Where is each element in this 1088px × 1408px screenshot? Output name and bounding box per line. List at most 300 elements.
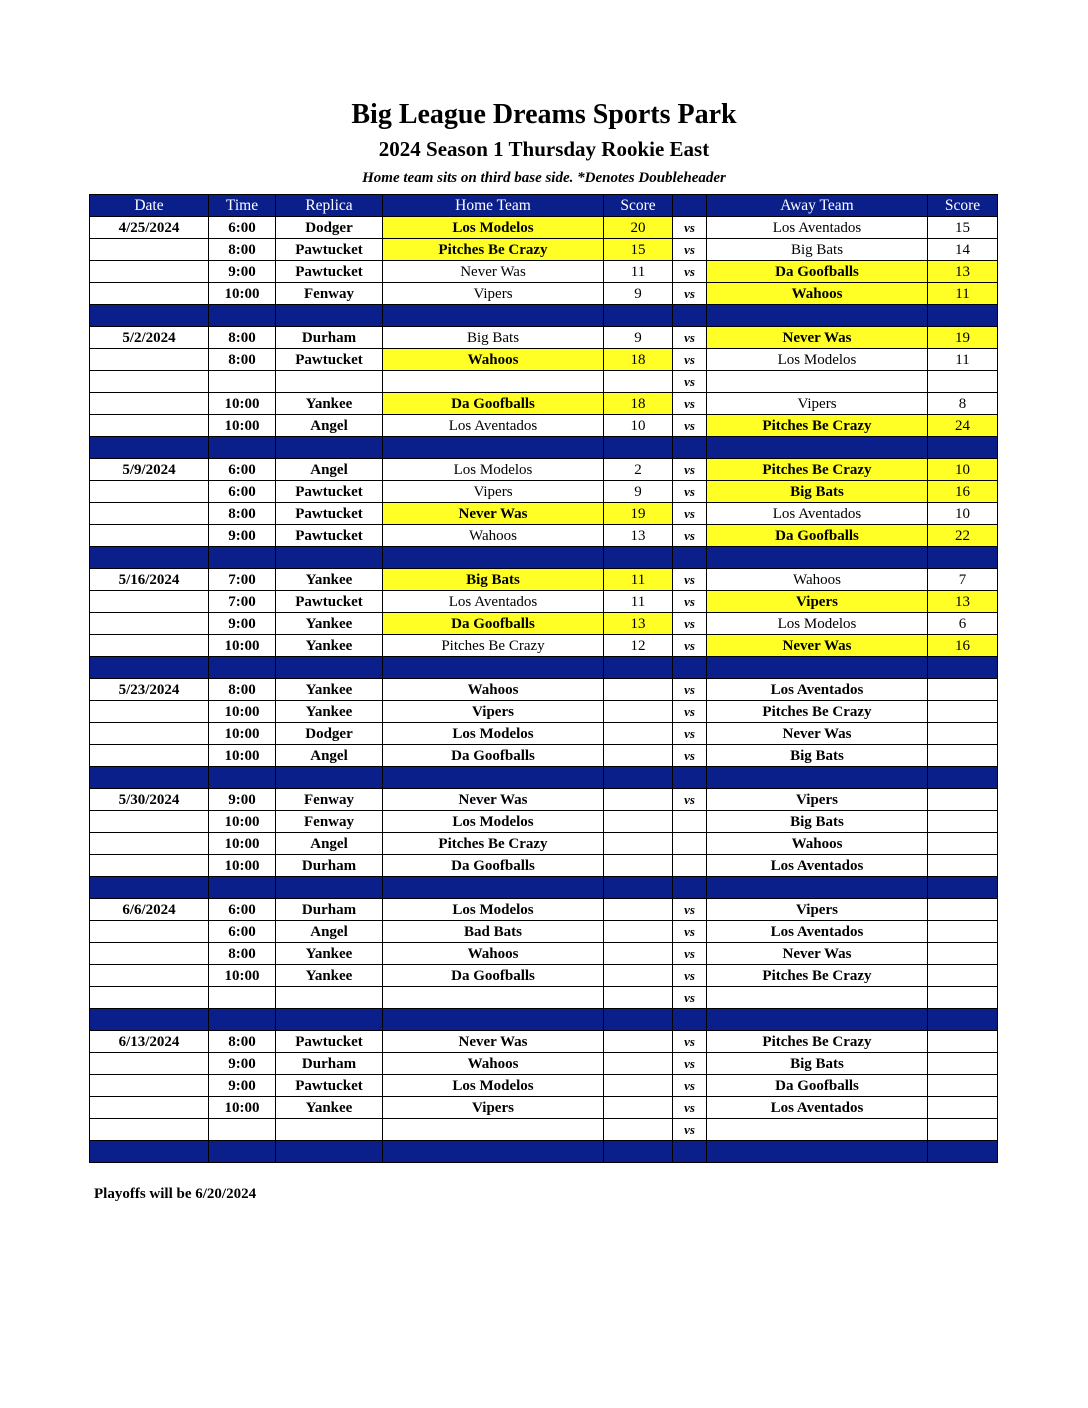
home-score-cell xyxy=(604,1075,673,1097)
time-cell: 10:00 xyxy=(209,965,276,987)
away-team-cell: Los Aventados xyxy=(707,503,928,525)
away-team-cell xyxy=(707,371,928,393)
table-row xyxy=(90,921,998,943)
time-cell: 10:00 xyxy=(209,701,276,723)
home-team-cell: Vipers xyxy=(383,1097,604,1119)
away-team-cell: Los Modelos xyxy=(707,613,928,635)
time-cell: 8:00 xyxy=(209,503,276,525)
table-row xyxy=(90,833,998,855)
date-cell xyxy=(90,1119,209,1141)
vs-cell: vs xyxy=(673,591,707,613)
away-team-cell: Da Goofballs xyxy=(707,261,928,283)
home-team-cell: Big Bats xyxy=(383,327,604,349)
date-cell xyxy=(90,1053,209,1075)
vs-cell: vs xyxy=(673,613,707,635)
time-cell: 8:00 xyxy=(209,679,276,701)
away-score-cell xyxy=(928,745,998,767)
table-row xyxy=(90,415,998,437)
away-team-cell: Wahoos xyxy=(707,283,928,305)
playoffs-note: Playoffs will be 6/20/2024 xyxy=(94,1186,257,1202)
date-cell xyxy=(90,481,209,503)
field-cell: Yankee xyxy=(276,701,383,723)
vs-cell: vs xyxy=(673,217,707,239)
date-cell xyxy=(90,965,209,987)
field-cell: Pawtucket xyxy=(276,525,383,547)
separator-cell xyxy=(276,1141,383,1163)
field-cell: Yankee xyxy=(276,393,383,415)
home-team-cell xyxy=(383,987,604,1009)
table-row xyxy=(90,1119,998,1141)
field-cell: Pawtucket xyxy=(276,1075,383,1097)
vs-cell: vs xyxy=(673,943,707,965)
time-cell: 9:00 xyxy=(209,613,276,635)
separator-cell xyxy=(928,1009,998,1031)
away-score-cell xyxy=(928,789,998,811)
separator-cell xyxy=(673,877,707,899)
separator-cell xyxy=(928,547,998,569)
field-cell: Fenway xyxy=(276,789,383,811)
week-separator xyxy=(90,657,998,679)
home-team-cell: Wahoos xyxy=(383,679,604,701)
schedule-table xyxy=(89,194,998,1163)
vs-cell: vs xyxy=(673,987,707,1009)
away-team-cell: Los Aventados xyxy=(707,1097,928,1119)
away-team-cell: Los Aventados xyxy=(707,217,928,239)
col-header-replica: Replica xyxy=(276,195,383,217)
vs-cell: vs xyxy=(673,1053,707,1075)
separator-cell xyxy=(90,767,209,789)
home-team-cell: Pitches Be Crazy xyxy=(383,635,604,657)
time-cell: 10:00 xyxy=(209,723,276,745)
home-team-cell: Vipers xyxy=(383,701,604,723)
away-team-cell: Big Bats xyxy=(707,745,928,767)
home-team-cell: Vipers xyxy=(383,481,604,503)
away-team-cell xyxy=(707,1119,928,1141)
separator-cell xyxy=(383,1009,604,1031)
away-score-cell xyxy=(928,723,998,745)
field-cell: Angel xyxy=(276,921,383,943)
away-team-cell: Vipers xyxy=(707,899,928,921)
field-cell: Durham xyxy=(276,1053,383,1075)
separator-cell xyxy=(276,437,383,459)
separator-cell xyxy=(707,657,928,679)
field-cell: Yankee xyxy=(276,635,383,657)
date-cell xyxy=(90,723,209,745)
time-cell: 6:00 xyxy=(209,899,276,921)
table-row xyxy=(90,899,998,921)
home-team-cell: Never Was xyxy=(383,503,604,525)
time-cell: 10:00 xyxy=(209,855,276,877)
date-cell xyxy=(90,701,209,723)
table-row xyxy=(90,723,998,745)
page-subtitle: 2024 Season 1 Thursday Rookie East xyxy=(378,137,710,161)
schedule-note: Home team sits on third base side. *Denotes Doubleheader xyxy=(362,170,726,186)
away-team-cell: Vipers xyxy=(707,591,928,613)
separator-cell xyxy=(383,1141,604,1163)
date-cell: 4/25/2024 xyxy=(90,217,209,239)
date-cell xyxy=(90,1097,209,1119)
time-cell xyxy=(209,987,276,1009)
field-cell: Angel xyxy=(276,415,383,437)
home-score-cell: 2 xyxy=(604,459,673,481)
time-cell xyxy=(209,1119,276,1141)
time-cell: 10:00 xyxy=(209,415,276,437)
time-cell: 8:00 xyxy=(209,239,276,261)
date-cell: 5/2/2024 xyxy=(90,327,209,349)
field-cell: Angel xyxy=(276,833,383,855)
away-team-cell: Big Bats xyxy=(707,239,928,261)
time-cell: 8:00 xyxy=(209,349,276,371)
away-team-cell: Los Aventados xyxy=(707,679,928,701)
separator-cell xyxy=(673,437,707,459)
away-team-cell: Never Was xyxy=(707,943,928,965)
away-team-cell: Los Modelos xyxy=(707,349,928,371)
field-cell: Angel xyxy=(276,459,383,481)
separator-cell xyxy=(928,767,998,789)
home-score-cell: 11 xyxy=(604,261,673,283)
field-cell: Yankee xyxy=(276,965,383,987)
home-team-cell: Vipers xyxy=(383,283,604,305)
time-cell: 10:00 xyxy=(209,833,276,855)
date-cell xyxy=(90,613,209,635)
week-separator xyxy=(90,437,998,459)
home-team-cell: Da Goofballs xyxy=(383,855,604,877)
separator-cell xyxy=(276,1009,383,1031)
home-team-cell: Los Modelos xyxy=(383,217,604,239)
table-row xyxy=(90,393,998,415)
separator-cell xyxy=(209,877,276,899)
date-cell xyxy=(90,371,209,393)
date-cell xyxy=(90,349,209,371)
home-score-cell xyxy=(604,855,673,877)
col-header-time: Time xyxy=(209,195,276,217)
date-cell xyxy=(90,591,209,613)
vs-cell: vs xyxy=(673,745,707,767)
home-score-cell: 18 xyxy=(604,393,673,415)
table-row xyxy=(90,217,998,239)
time-cell: 10:00 xyxy=(209,393,276,415)
home-team-cell: Wahoos xyxy=(383,525,604,547)
field-cell: Pawtucket xyxy=(276,261,383,283)
home-score-cell xyxy=(604,789,673,811)
away-score-cell: 13 xyxy=(928,261,998,283)
separator-cell xyxy=(383,547,604,569)
separator-cell xyxy=(707,767,928,789)
home-team-cell: Wahoos xyxy=(383,1053,604,1075)
vs-cell: vs xyxy=(673,371,707,393)
separator-cell xyxy=(90,877,209,899)
week-separator xyxy=(90,547,998,569)
away-score-cell xyxy=(928,1097,998,1119)
away-team-cell: Pitches Be Crazy xyxy=(707,965,928,987)
time-cell: 9:00 xyxy=(209,1075,276,1097)
field-cell: Pawtucket xyxy=(276,239,383,261)
away-score-cell: 10 xyxy=(928,503,998,525)
date-cell xyxy=(90,855,209,877)
separator-cell xyxy=(928,657,998,679)
vs-cell: vs xyxy=(673,701,707,723)
vs-cell xyxy=(673,855,707,877)
home-score-cell xyxy=(604,811,673,833)
away-score-cell: 11 xyxy=(928,283,998,305)
home-team-cell: Los Modelos xyxy=(383,1075,604,1097)
table-row xyxy=(90,1097,998,1119)
away-score-cell xyxy=(928,679,998,701)
time-cell: 6:00 xyxy=(209,217,276,239)
away-team-cell: Pitches Be Crazy xyxy=(707,415,928,437)
separator-cell xyxy=(276,547,383,569)
table-row xyxy=(90,591,998,613)
time-cell: 8:00 xyxy=(209,1031,276,1053)
table-row xyxy=(90,525,998,547)
away-score-cell: 22 xyxy=(928,525,998,547)
separator-cell xyxy=(707,1141,928,1163)
table-row xyxy=(90,261,998,283)
home-team-cell: Los Modelos xyxy=(383,459,604,481)
table-row xyxy=(90,1031,998,1053)
separator-cell xyxy=(707,547,928,569)
away-score-cell: 16 xyxy=(928,481,998,503)
home-score-cell xyxy=(604,679,673,701)
field-cell: Fenway xyxy=(276,811,383,833)
away-team-cell xyxy=(707,987,928,1009)
date-cell xyxy=(90,283,209,305)
week-separator xyxy=(90,1141,998,1163)
home-team-cell: Never Was xyxy=(383,261,604,283)
separator-cell xyxy=(383,767,604,789)
separator-cell xyxy=(707,1009,928,1031)
vs-cell: vs xyxy=(673,569,707,591)
separator-cell xyxy=(209,437,276,459)
separator-cell xyxy=(209,305,276,327)
separator-cell xyxy=(928,877,998,899)
table-row xyxy=(90,1053,998,1075)
away-team-cell: Wahoos xyxy=(707,833,928,855)
home-team-cell: Pitches Be Crazy xyxy=(383,239,604,261)
week-separator xyxy=(90,767,998,789)
home-score-cell: 20 xyxy=(604,217,673,239)
time-cell: 10:00 xyxy=(209,283,276,305)
time-cell: 9:00 xyxy=(209,261,276,283)
separator-cell xyxy=(604,437,673,459)
home-team-cell: Wahoos xyxy=(383,349,604,371)
separator-cell xyxy=(707,305,928,327)
col-header-away-team: Away Team xyxy=(707,195,928,217)
away-score-cell xyxy=(928,899,998,921)
time-cell: 6:00 xyxy=(209,481,276,503)
date-cell xyxy=(90,1075,209,1097)
away-team-cell: Big Bats xyxy=(707,481,928,503)
away-score-cell: 7 xyxy=(928,569,998,591)
home-score-cell xyxy=(604,899,673,921)
separator-cell xyxy=(383,305,604,327)
home-team-cell: Never Was xyxy=(383,789,604,811)
away-score-cell xyxy=(928,1053,998,1075)
time-cell: 9:00 xyxy=(209,789,276,811)
separator-cell xyxy=(383,437,604,459)
separator-cell xyxy=(90,437,209,459)
home-score-cell: 9 xyxy=(604,283,673,305)
date-cell xyxy=(90,635,209,657)
home-score-cell xyxy=(604,723,673,745)
separator-cell xyxy=(209,547,276,569)
field-cell: Pawtucket xyxy=(276,591,383,613)
away-team-cell: Never Was xyxy=(707,723,928,745)
time-cell xyxy=(209,371,276,393)
field-cell: Yankee xyxy=(276,613,383,635)
date-cell xyxy=(90,393,209,415)
week-separator xyxy=(90,305,998,327)
date-cell xyxy=(90,503,209,525)
away-team-cell: Vipers xyxy=(707,393,928,415)
field-cell: Durham xyxy=(276,855,383,877)
col-header-date: Date xyxy=(90,195,209,217)
home-score-cell: 11 xyxy=(604,591,673,613)
home-score-cell xyxy=(604,1031,673,1053)
table-row xyxy=(90,371,998,393)
away-score-cell: 10 xyxy=(928,459,998,481)
home-score-cell: 11 xyxy=(604,569,673,591)
away-team-cell: Vipers xyxy=(707,789,928,811)
table-row xyxy=(90,239,998,261)
vs-cell: vs xyxy=(673,1031,707,1053)
vs-cell: vs xyxy=(673,723,707,745)
home-score-cell xyxy=(604,1119,673,1141)
table-row xyxy=(90,965,998,987)
table-row xyxy=(90,283,998,305)
separator-cell xyxy=(673,547,707,569)
away-score-cell: 15 xyxy=(928,217,998,239)
table-row xyxy=(90,943,998,965)
separator-cell xyxy=(604,1141,673,1163)
separator-cell xyxy=(928,1141,998,1163)
field-cell: Yankee xyxy=(276,1097,383,1119)
field-cell: Yankee xyxy=(276,679,383,701)
away-score-cell: 14 xyxy=(928,239,998,261)
home-team-cell: Pitches Be Crazy xyxy=(383,833,604,855)
field-cell: Pawtucket xyxy=(276,349,383,371)
home-score-cell xyxy=(604,1053,673,1075)
separator-cell xyxy=(673,1009,707,1031)
table-row xyxy=(90,855,998,877)
separator-cell xyxy=(90,547,209,569)
field-cell xyxy=(276,987,383,1009)
date-cell xyxy=(90,525,209,547)
table-row xyxy=(90,1075,998,1097)
separator-cell xyxy=(673,305,707,327)
separator-cell xyxy=(604,877,673,899)
week-separator xyxy=(90,1009,998,1031)
away-score-cell xyxy=(928,1119,998,1141)
table-row xyxy=(90,789,998,811)
home-team-cell xyxy=(383,1119,604,1141)
time-cell: 10:00 xyxy=(209,635,276,657)
vs-cell: vs xyxy=(673,503,707,525)
home-score-cell xyxy=(604,965,673,987)
home-team-cell: Los Aventados xyxy=(383,415,604,437)
field-cell: Pawtucket xyxy=(276,1031,383,1053)
date-cell: 5/30/2024 xyxy=(90,789,209,811)
home-score-cell: 13 xyxy=(604,525,673,547)
vs-cell: vs xyxy=(673,1119,707,1141)
away-score-cell xyxy=(928,1031,998,1053)
date-cell: 6/13/2024 xyxy=(90,1031,209,1053)
home-team-cell: Los Modelos xyxy=(383,811,604,833)
separator-cell xyxy=(209,657,276,679)
home-team-cell: Never Was xyxy=(383,1031,604,1053)
col-header-home-score: Score xyxy=(604,195,673,217)
home-team-cell: Los Aventados xyxy=(383,591,604,613)
separator-cell xyxy=(90,305,209,327)
table-header-row xyxy=(90,195,998,217)
table-row xyxy=(90,459,998,481)
time-cell: 10:00 xyxy=(209,745,276,767)
away-team-cell: Never Was xyxy=(707,635,928,657)
vs-cell: vs xyxy=(673,393,707,415)
home-score-cell xyxy=(604,701,673,723)
vs-cell: vs xyxy=(673,789,707,811)
away-team-cell: Never Was xyxy=(707,327,928,349)
away-score-cell xyxy=(928,701,998,723)
away-score-cell xyxy=(928,855,998,877)
home-team-cell: Los Modelos xyxy=(383,723,604,745)
field-cell: Angel xyxy=(276,745,383,767)
away-team-cell: Pitches Be Crazy xyxy=(707,701,928,723)
vs-cell: vs xyxy=(673,921,707,943)
home-score-cell xyxy=(604,371,673,393)
separator-cell xyxy=(928,305,998,327)
away-score-cell: 16 xyxy=(928,635,998,657)
table-row xyxy=(90,635,998,657)
away-score-cell xyxy=(928,811,998,833)
vs-cell: vs xyxy=(673,1097,707,1119)
date-cell xyxy=(90,943,209,965)
home-score-cell xyxy=(604,833,673,855)
separator-cell xyxy=(383,657,604,679)
away-team-cell: Pitches Be Crazy xyxy=(707,459,928,481)
separator-cell xyxy=(604,657,673,679)
away-team-cell: Wahoos xyxy=(707,569,928,591)
table-row xyxy=(90,811,998,833)
home-score-cell: 12 xyxy=(604,635,673,657)
away-team-cell: Los Aventados xyxy=(707,921,928,943)
separator-cell xyxy=(90,1141,209,1163)
away-score-cell: 13 xyxy=(928,591,998,613)
vs-cell: vs xyxy=(673,481,707,503)
separator-cell xyxy=(673,657,707,679)
col-header-away-score: Score xyxy=(928,195,998,217)
field-cell: Pawtucket xyxy=(276,481,383,503)
away-team-cell: Da Goofballs xyxy=(707,1075,928,1097)
away-score-cell xyxy=(928,921,998,943)
separator-cell xyxy=(604,1009,673,1031)
home-score-cell: 18 xyxy=(604,349,673,371)
home-score-cell: 15 xyxy=(604,239,673,261)
home-score-cell xyxy=(604,1097,673,1119)
home-score-cell xyxy=(604,921,673,943)
table-row xyxy=(90,569,998,591)
separator-cell xyxy=(276,877,383,899)
separator-cell xyxy=(90,657,209,679)
date-cell xyxy=(90,987,209,1009)
home-team-cell: Da Goofballs xyxy=(383,965,604,987)
vs-cell: vs xyxy=(673,283,707,305)
page-title: Big League Dreams Sports Park xyxy=(351,99,737,130)
separator-cell xyxy=(90,1009,209,1031)
field-cell: Yankee xyxy=(276,943,383,965)
time-cell: 7:00 xyxy=(209,569,276,591)
away-score-cell: 24 xyxy=(928,415,998,437)
